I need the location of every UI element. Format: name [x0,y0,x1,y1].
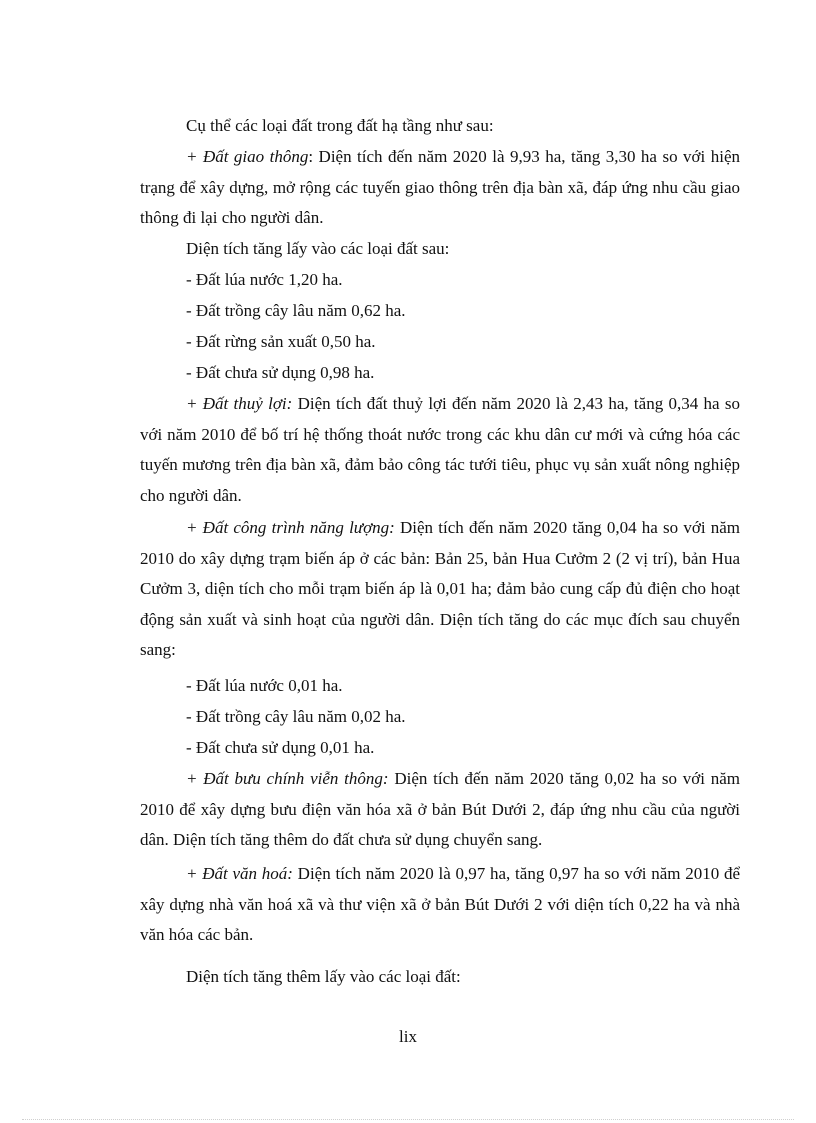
list-item: - Đất lúa nước 0,01 ha. [186,676,343,695]
van-hoa-paragraph [140,859,740,951]
giao-thong-label: + Đất giao thông [186,147,309,166]
list-item: - Đất chưa sử dụng 0,01 ha. [186,738,375,757]
nang-luong-label: + Đất công trình năng lượng: [186,518,395,537]
list-item: - Đất rừng sản xuất 0,50 ha. [186,332,376,351]
giao-thong-paragraph [140,142,740,234]
list-item: - Đất lúa nước 1,20 ha. [186,270,343,289]
closing-paragraph: Diện tích tăng thêm lấy vào các loại đất: [186,967,461,986]
thuy-loi-label: + Đất thuỷ lợi: [186,394,293,413]
page-number: lix [399,1027,417,1046]
giao-thong-text: : Diện tích đến năm 2020 là 9,93 ha, tăng 3,30 ha so với hiện trạng để xây dựng, mở rộng các tuyến giao thông trên địa bàn xã, đáp ứng nhu cầu giao thông đi lại cho người dân. [140,147,740,227]
van-hoa-text: Diện tích năm 2020 là 0,97 ha, tăng 0,97 ha so với năm 2010 để xây dựng nhà văn hoá xã và thư viện xã ở bản Bút Dưới 2 với diện tích 0,22 ha và nhà văn hóa các bản. [140,864,741,944]
buu-chinh-text: Diện tích đến năm 2020 tăng 0,02 ha so với năm 2010 để xây dựng bưu điện văn hóa xã ở bản Bút Dưới 2, đáp ứng nhu cầu của người dân. Diện tích tăng thêm do đất chưa sử dụng chuyển sang. [140,769,740,849]
buu-chinh-label: + Đất bưu chính viễn thông: [186,769,389,788]
list-item: - Đất trồng cây lâu năm 0,02 ha. [186,707,406,726]
list-item: - Đất chưa sử dụng 0,98 ha. [186,363,375,382]
intro-paragraph: Cụ thể các loại đất trong đất hạ tầng như sau: [186,116,494,135]
thuy-loi-paragraph [140,389,740,511]
giao-thong-source: Diện tích tăng lấy vào các loại đất sau: [186,239,450,258]
thuy-loi-text: Diện tích đất thuỷ lợi đến năm 2020 là 2,43 ha, tăng 0,34 ha so với năm 2010 để bố trí hệ thống thoát nước trong các khu dân cư mới và cứng hóa các tuyến mương trên địa bàn xã, đảm bảo công tác tưới tiêu, phục vụ sản xuất nông nghiệp cho người dân. [140,394,740,505]
page-bottom-divider [22,1119,794,1120]
list-item: - Đất trồng cây lâu năm 0,62 ha. [186,301,406,320]
buu-chinh-paragraph [140,764,740,856]
nang-luong-paragraph [140,513,740,666]
nang-luong-text: Diện tích đến năm 2020 tăng 0,04 ha so với năm 2010 do xây dựng trạm biến áp ở các bản: Bản 25, bản Hua Cưởm 2 (2 vị trí), bản Hua Cưởm 3, diện tích cho mỗi trạm biến áp là 0,01 ha; đảm bảo cung cấp đủ điện cho hoạt động sản xuất và sinh hoạt của người dân. Diện tích tăng do các mục đích sau chuyển sang: [140,518,741,659]
van-hoa-label: + Đất văn hoá: [186,864,293,883]
